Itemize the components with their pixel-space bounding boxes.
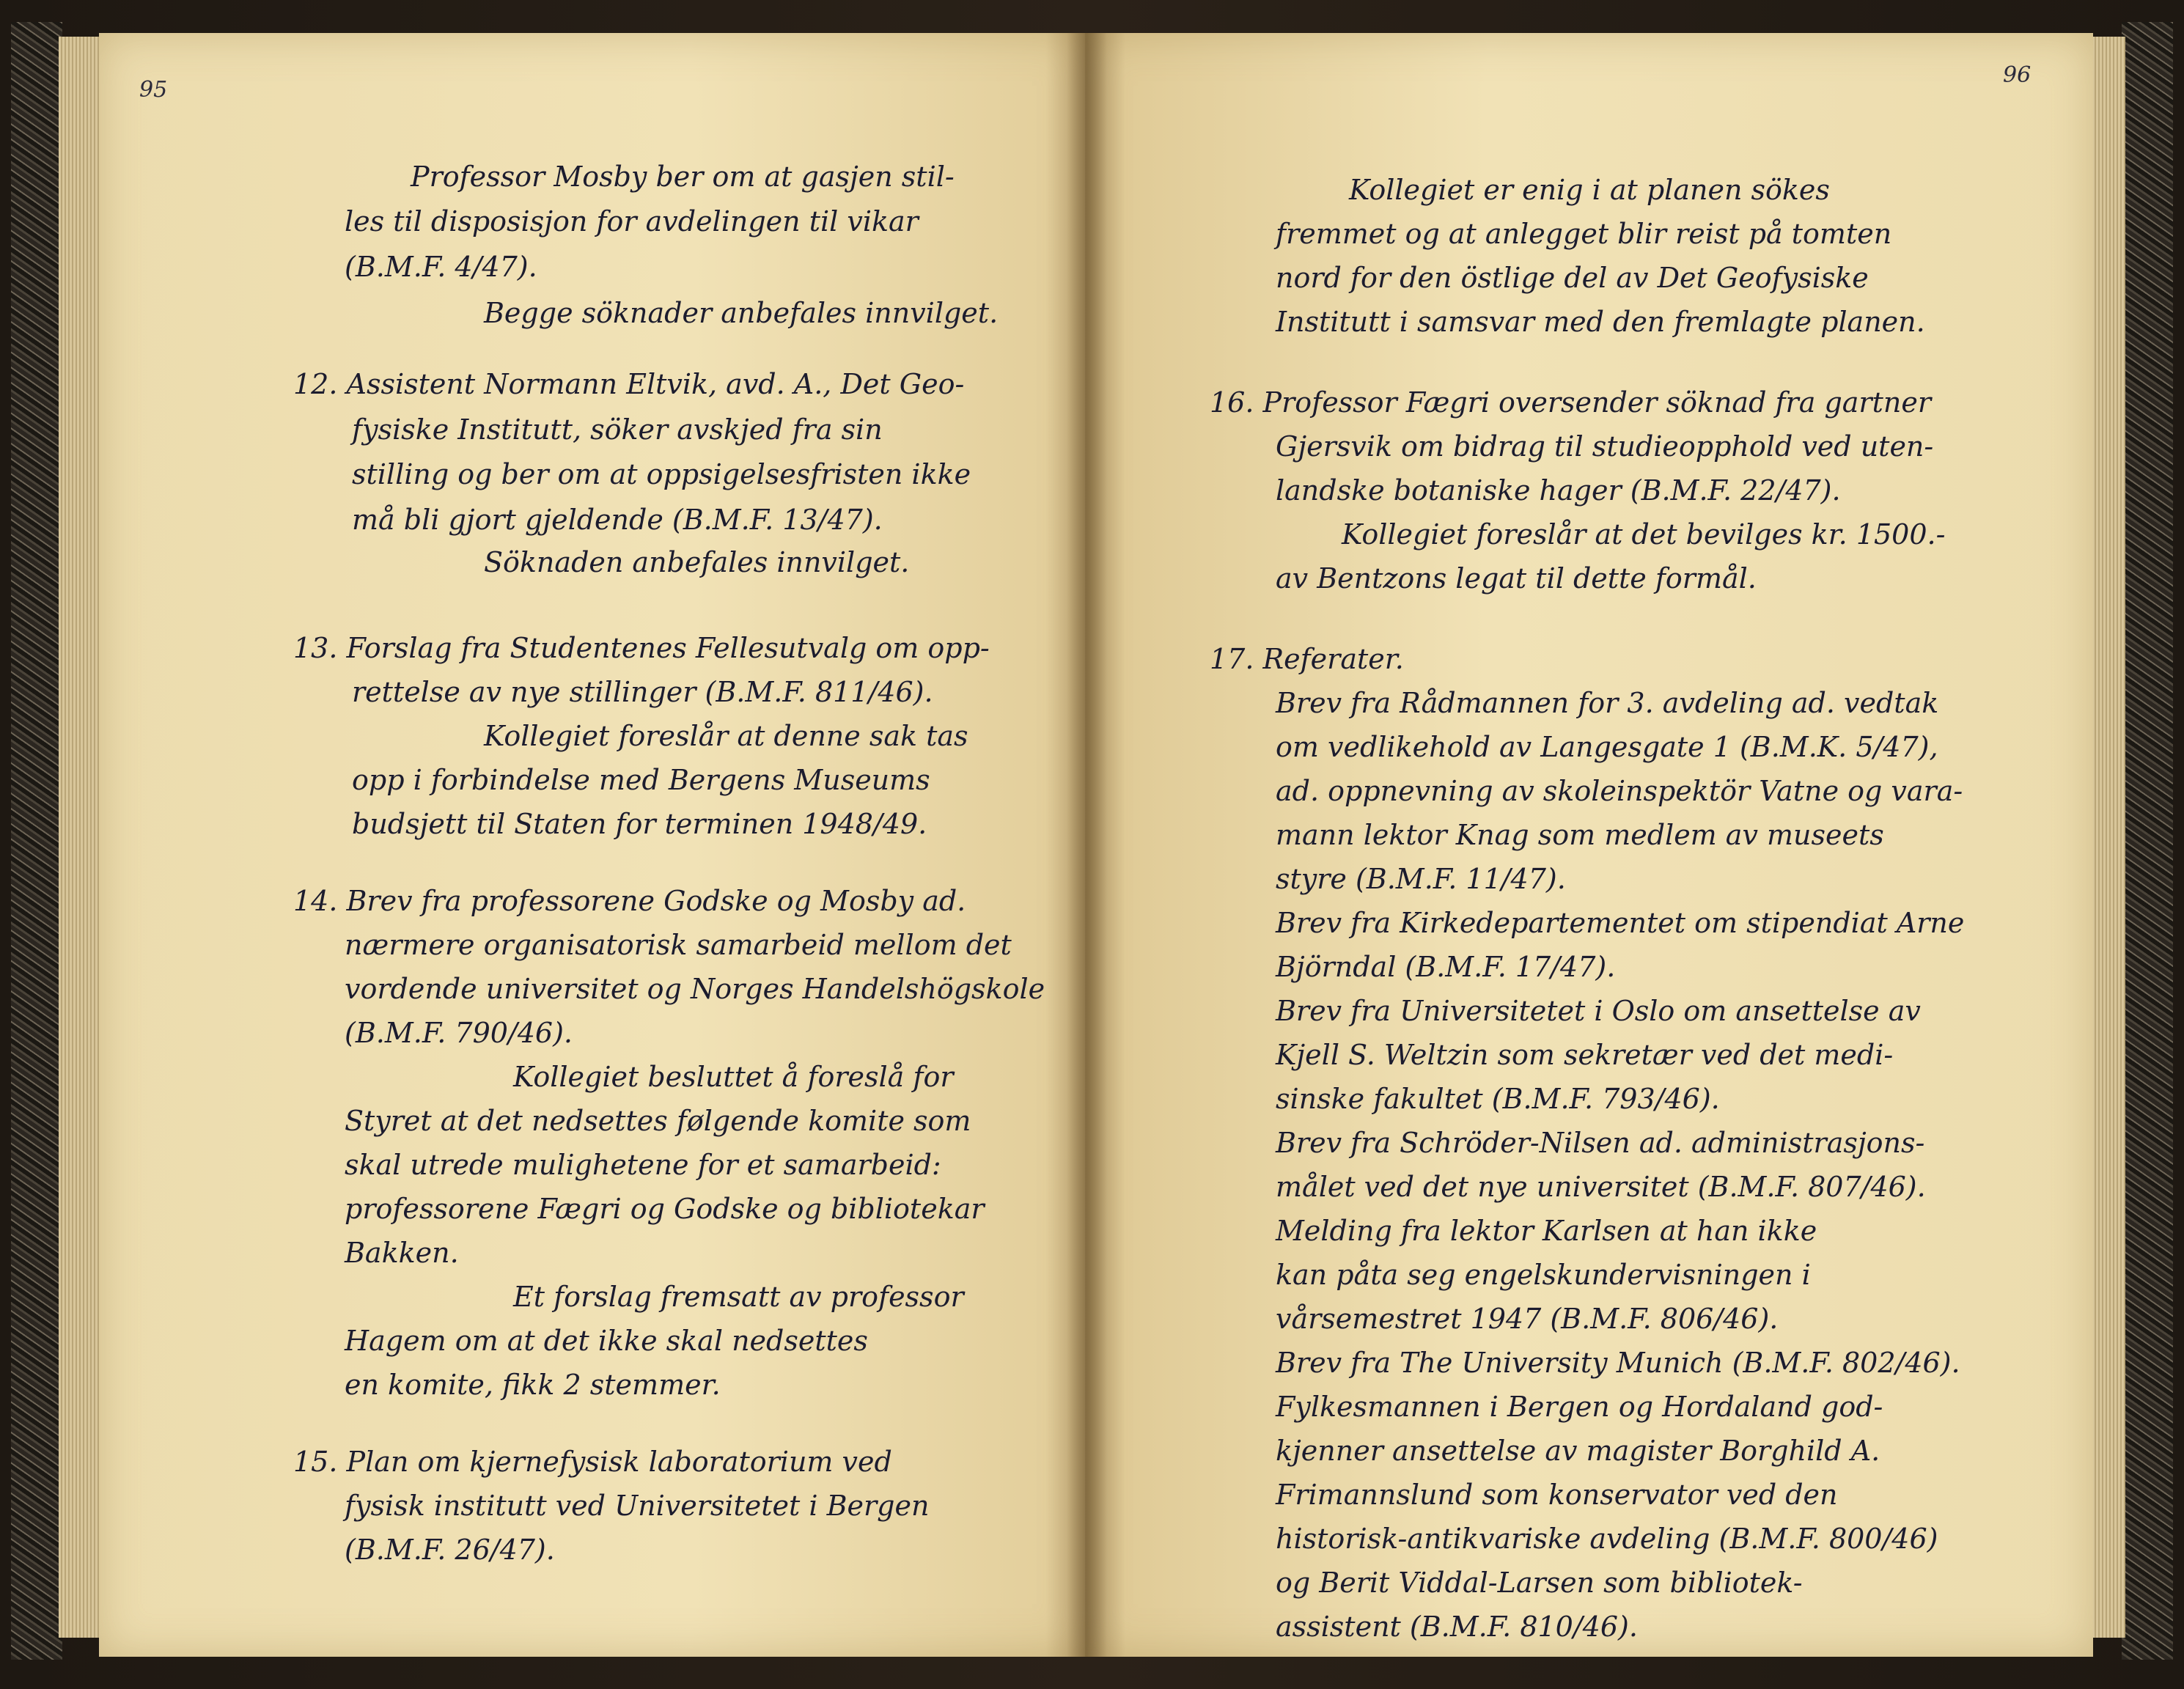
left-line: Bakken. (345, 1237, 459, 1269)
right-page-number: 96 (2003, 62, 2032, 88)
left-line: (B.M.F. 790/46). (345, 1017, 573, 1049)
left-line: Styret at det nedsettes følgende komite som (345, 1105, 971, 1137)
left-line: en komite, fikk 2 stemmer. (345, 1369, 721, 1401)
right-line: Gjersvik om bidrag til studieopphold ved uten- (1276, 430, 1934, 463)
left-line: Hagem om at det ikke skal nedsettes (345, 1325, 868, 1357)
right-line: kan påta seg engelskundervisningen i (1276, 1259, 1811, 1291)
right-line: Kjell S. Weltzin som sekretær ved det medi- (1276, 1039, 1894, 1071)
right-line: assistent (B.M.F. 810/46). (1276, 1611, 1638, 1643)
left-line: (B.M.F. 4/47). (345, 251, 537, 283)
right-line: Brev fra Schröder-Nilsen ad. administrasjons- (1276, 1127, 1925, 1159)
right-line: sinske fakultet (B.M.F. 793/46). (1276, 1083, 1720, 1115)
right-line: av Bentzons legat til dette formål. (1276, 562, 1757, 595)
right-line: 17. Referater. (1210, 643, 1404, 675)
right-line: 16. Professor Fægri oversender söknad fra gartner (1210, 386, 1931, 419)
right-line: Björndal (B.M.F. 17/47). (1276, 951, 1616, 983)
left-line: 12. Assistent Normann Eltvik, avd. A., Det Geo- (293, 368, 965, 400)
right-line: Frimannslund som konservator ved den (1276, 1479, 1838, 1511)
left-line: Et forslag fremsatt av professor (513, 1281, 964, 1313)
right-line: styre (B.M.F. 11/47). (1276, 863, 1566, 895)
book-gutter (1067, 33, 1107, 1657)
left-line: budsjett til Staten for terminen 1948/49. (352, 808, 927, 840)
left-line: vordende universitet og Norges Handelshögskole (345, 973, 1045, 1005)
right-line: og Berit Viddal-Larsen som bibliotek- (1276, 1567, 1803, 1599)
left-line: skal utrede mulighetene for et samarbeid: (345, 1149, 941, 1181)
left-line: les til disposisjon for avdelingen til vikar (345, 205, 919, 238)
right-line: målet ved det nye universitet (B.M.F. 807/46). (1276, 1171, 1926, 1203)
left-line: fysiske Institutt, söker avskjed fra sin (352, 413, 883, 446)
marbled-cover-right (2122, 22, 2173, 1660)
left-line: må bli gjort gjeldende (B.M.F. 13/47). (352, 504, 883, 536)
left-line: 15. Plan om kjernefysisk laboratorium ved (293, 1446, 892, 1478)
right-line: Brev fra Universitetet i Oslo om ansettelse av (1276, 995, 1921, 1027)
left-line: 14. Brev fra professorene Godske og Mosby ad. (293, 885, 966, 917)
left-page (99, 33, 1085, 1657)
right-line: Kollegiet foreslår at det bevilges kr. 1500.- (1342, 518, 1946, 551)
left-line: rettelse av nye stillinger (B.M.F. 811/46). (352, 676, 933, 708)
left-page-number: 95 (139, 77, 168, 103)
right-line: fremmet og at anlegget blir reist på tomten (1276, 218, 1892, 250)
left-line: stilling og ber om at oppsigelsesfristen ikke (352, 458, 971, 490)
left-line: 13. Forslag fra Studentenes Fellesutvalg om opp- (293, 632, 990, 664)
left-line: (B.M.F. 26/47). (345, 1534, 555, 1566)
left-line: Söknaden anbefales innvilget. (484, 546, 910, 578)
right-line: Kollegiet er enig i at planen sökes (1349, 174, 1830, 206)
right-line: Institutt i samsvar med den fremlagte planen. (1276, 306, 1925, 338)
left-line: Begge söknader anbefales innvilget. (484, 297, 999, 329)
marbled-cover-left (11, 22, 62, 1660)
right-line: Melding fra lektor Karlsen at han ikke (1276, 1215, 1817, 1247)
right-line: kjenner ansettelse av magister Borghild A. (1276, 1435, 1880, 1467)
right-line: Brev fra Kirkedepartementet om stipendiat Arne (1276, 907, 1965, 939)
right-line: Fylkesmannen i Bergen og Hordaland god- (1276, 1391, 1883, 1423)
right-line: Brev fra Rådmannen for 3. avdeling ad. vedtak (1276, 687, 1939, 719)
left-line: Kollegiet foreslår at denne sak tas (484, 720, 968, 752)
right-line: om vedlikehold av Langesgate 1 (B.M.K. 5/47), (1276, 731, 1938, 763)
page-block-edge-left (59, 37, 103, 1638)
right-line: vårsemestret 1947 (B.M.F. 806/46). (1276, 1303, 1779, 1335)
right-line: historisk-antikvariske avdeling (B.M.F. 800/46) (1276, 1523, 1938, 1555)
left-line: nærmere organisatorisk samarbeid mellom det (345, 929, 1012, 961)
right-line: Brev fra The University Munich (B.M.F. 802/46). (1276, 1347, 1960, 1379)
left-line: Professor Mosby ber om at gasjen stil- (411, 161, 955, 193)
left-line: fysisk institutt ved Universitetet i Bergen (345, 1490, 930, 1522)
left-line: opp i forbindelse med Bergens Museums (352, 764, 930, 796)
right-line: landske botaniske hager (B.M.F. 22/47). (1276, 474, 1841, 507)
right-line: ad. oppnevning av skoleinspektör Vatne og vara- (1276, 775, 1963, 807)
right-line: nord for den östlige del av Det Geofysiske (1276, 262, 1869, 294)
right-line: mann lektor Knag som medlem av museets (1276, 819, 1884, 851)
left-line: Kollegiet besluttet å foreslå for (513, 1061, 954, 1093)
left-line: professorene Fægri og Godske og bibliotekar (345, 1193, 985, 1225)
